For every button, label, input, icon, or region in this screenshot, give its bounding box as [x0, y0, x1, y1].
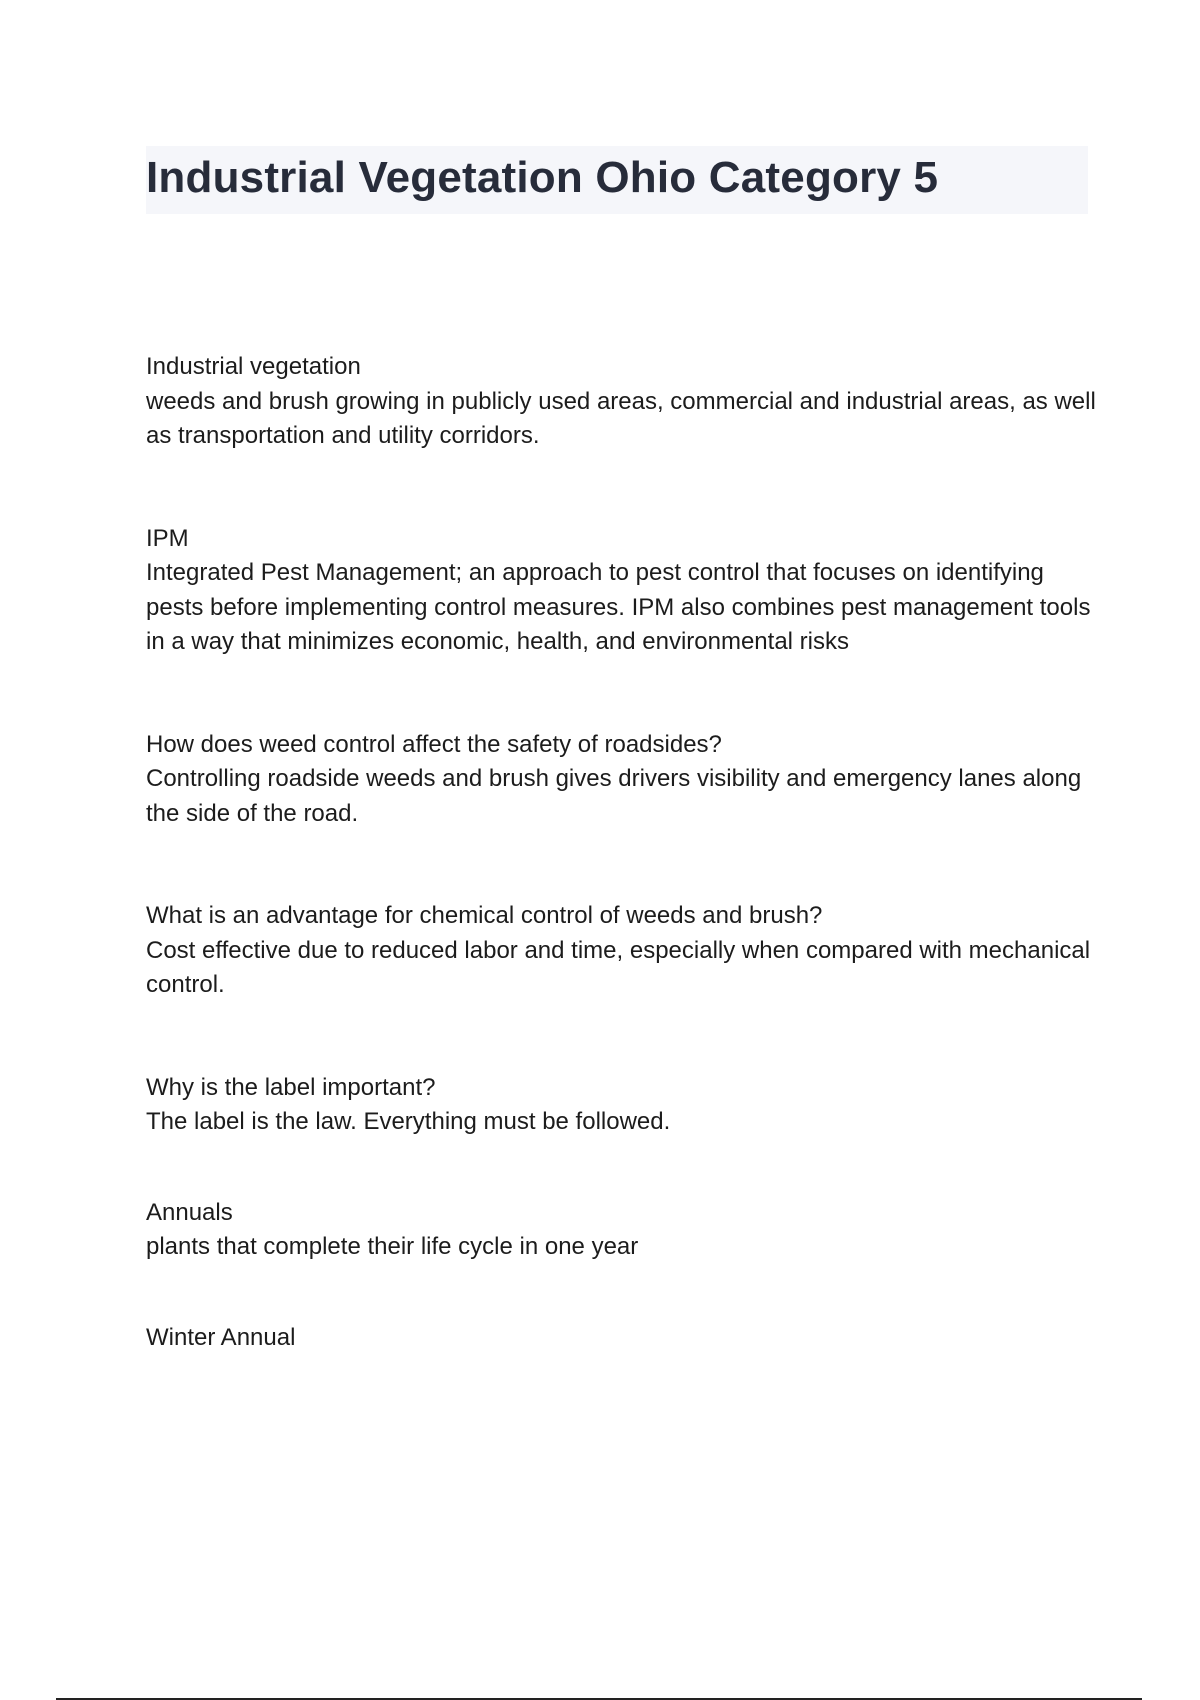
flashcard-term: Why is the label important?	[146, 1073, 436, 1101]
flashcard-term: Annuals	[146, 1198, 233, 1226]
flashcard	[146, 1071, 1096, 1140]
flashcard	[146, 1196, 1096, 1265]
page-title: Industrial Vegetation Ohio Category 5	[146, 153, 939, 202]
flashcard	[146, 728, 1096, 832]
flashcard-definition: Integrated Pest Management; an approach to pest control that focuses on identifying pests before implementing control measures. IPM also combines pest management tools in a way that minimizes economic, health, and environmental risks	[146, 559, 1091, 655]
flashcard-definition: Controlling roadside weeds and brush gives drivers visibility and emergency lanes along the side of the road.	[146, 765, 1082, 827]
flashcard-term: IPM	[146, 524, 189, 552]
flashcard-list	[146, 350, 1096, 1355]
flashcard-definition: The label is the law. Everything must be followed.	[146, 1108, 671, 1135]
flashcard	[146, 522, 1096, 660]
flashcard-definition: Cost effective due to reduced labor and time, especially when compared with mechanical control.	[146, 936, 1091, 998]
flashcard-definition: plants that complete their life cycle in one year	[146, 1233, 639, 1260]
flashcard-definition: weeds and brush growing in publicly used areas, commercial and industrial areas, as well as transportation and utility corridors.	[146, 387, 1096, 449]
flashcard-term: Industrial vegetation	[146, 353, 361, 380]
flashcard-term: What is an advantage for chemical control of weeds and brush?	[146, 902, 823, 929]
flashcard	[146, 899, 1096, 1003]
flashcard	[146, 350, 1096, 454]
flashcard-term: How does weed control affect the safety of roadsides?	[146, 730, 722, 758]
flashcard	[146, 1321, 1096, 1356]
flashcard-term: Winter Annual	[146, 1323, 296, 1351]
